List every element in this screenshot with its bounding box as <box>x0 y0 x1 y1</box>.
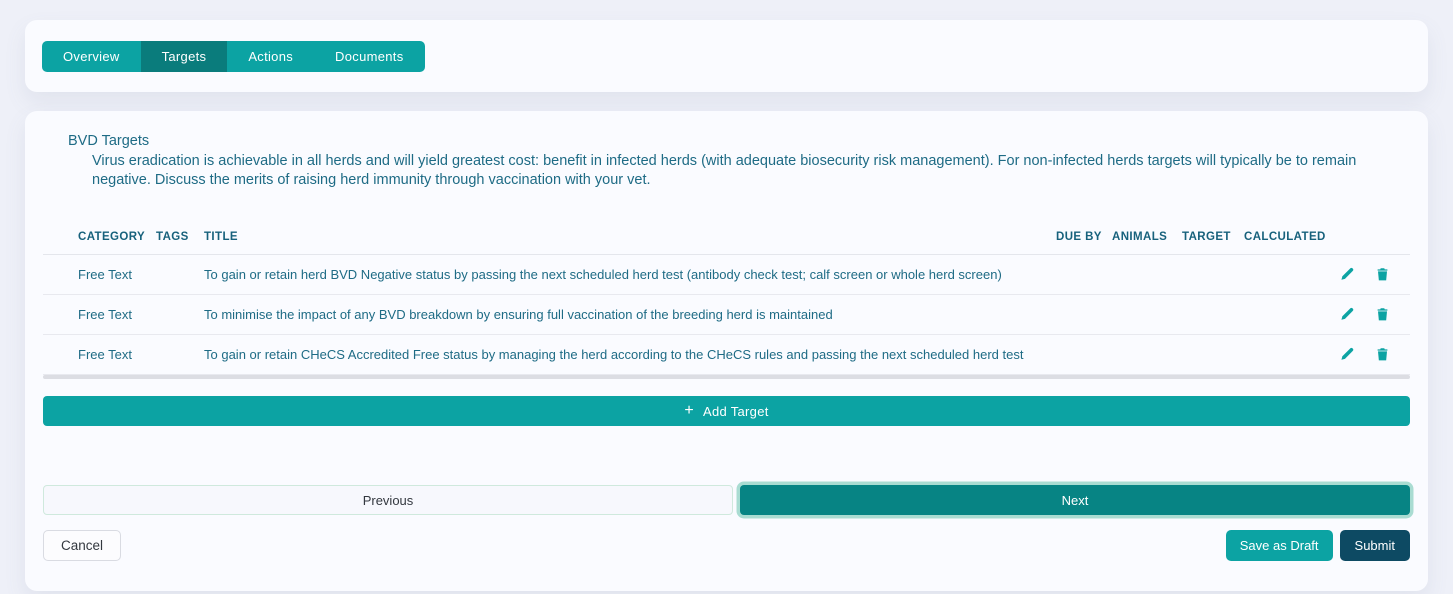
table-row <box>43 255 1410 295</box>
section-description: Virus eradication is achievable in all herds and will yield greatest cost: benefit in infected herds (with adequate biosecurity risk management). For non-infected herds targets will typically be to remain negative. Discuss the merits of raising herd immunity through vaccination with your vet. <box>92 153 1357 188</box>
tab-documents[interactable]: Documents <box>335 48 404 64</box>
add-target-label: Add Target <box>703 403 769 419</box>
header-category: CATEGORY <box>78 230 146 243</box>
edit-icon[interactable] <box>1339 307 1354 322</box>
edit-icon[interactable] <box>1339 267 1354 282</box>
tab-targets[interactable]: Targets <box>141 41 228 72</box>
next-button[interactable]: Next <box>740 485 1410 515</box>
wizard-nav <box>43 485 1410 515</box>
table-horizontal-scrollbar[interactable] <box>43 375 1410 379</box>
previous-button[interactable]: Previous <box>43 485 733 515</box>
header-tags: TAGS <box>156 230 189 243</box>
header-title: TITLE <box>204 230 238 243</box>
delete-icon[interactable] <box>1375 347 1390 362</box>
cell-title: To minimise the impact of any BVD breakdown by ensuring full vaccination of the breeding herd is maintained <box>204 307 833 322</box>
header-due-by: DUE BY <box>1056 230 1102 243</box>
cell-category: Free Text <box>78 347 132 362</box>
tab-overview[interactable]: Overview <box>63 48 120 64</box>
tab-actions[interactable]: Actions <box>248 48 294 64</box>
cell-title: To gain or retain herd BVD Negative status by passing the next scheduled herd test (antibody check test; calf screen or whole herd screen) <box>204 267 1002 282</box>
table-row <box>43 295 1410 335</box>
add-target-button[interactable] <box>43 396 1410 426</box>
cell-actions <box>1332 267 1404 282</box>
plus-icon: + <box>684 401 694 419</box>
delete-icon[interactable] <box>1375 267 1390 282</box>
tab-group <box>42 41 425 72</box>
cancel-button[interactable]: Cancel <box>43 530 121 561</box>
submit-button[interactable]: Submit <box>1340 530 1410 561</box>
footer-right-actions <box>1226 530 1410 561</box>
cell-actions <box>1332 307 1404 322</box>
cell-category: Free Text <box>78 307 132 322</box>
save-as-draft-button[interactable]: Save as Draft <box>1226 530 1333 561</box>
footer-actions <box>43 530 1410 561</box>
delete-icon[interactable] <box>1375 307 1390 322</box>
page-title: BVD Targets <box>68 133 150 149</box>
cell-actions <box>1332 347 1404 362</box>
targets-table <box>43 219 1410 379</box>
header-target: TARGET <box>1182 230 1231 243</box>
cell-title: To gain or retain CHeCS Accredited Free status by managing the herd according to the CHeCS rules and passing the next scheduled herd test <box>204 347 1024 362</box>
table-header-row <box>43 219 1410 255</box>
header-animals: ANIMALS <box>1112 230 1168 243</box>
cell-category: Free Text <box>78 267 132 282</box>
main-card <box>25 111 1428 591</box>
tabs-card <box>25 20 1428 92</box>
edit-icon[interactable] <box>1339 347 1354 362</box>
header-calculated: CALCULATED <box>1244 230 1326 243</box>
table-row <box>43 335 1410 375</box>
